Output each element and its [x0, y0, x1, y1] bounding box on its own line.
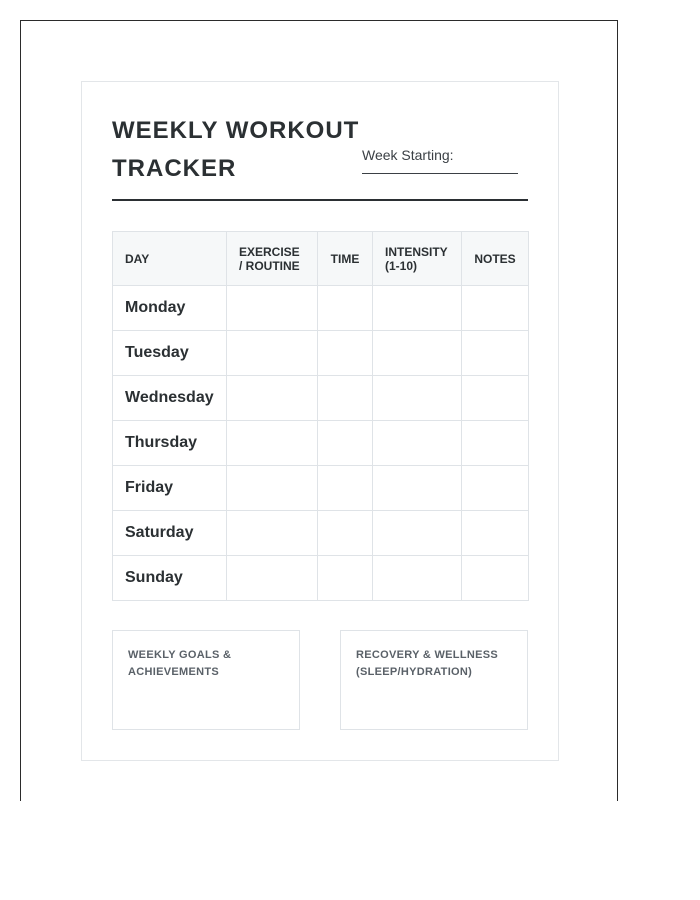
notes-cell[interactable]: [462, 556, 529, 601]
exercise-cell[interactable]: [227, 331, 318, 376]
table-row: [113, 466, 529, 511]
page-title: WEEKLY WORKOUT TRACKER: [112, 117, 360, 182]
table-header-row: [113, 232, 529, 286]
intensity-cell[interactable]: [373, 466, 462, 511]
table-row: [113, 511, 529, 556]
intensity-cell[interactable]: [373, 511, 462, 556]
time-cell[interactable]: [318, 421, 373, 466]
exercise-cell[interactable]: [227, 376, 318, 421]
workout-table: [112, 231, 529, 601]
column-header-exercise: EXERCISE / ROUTINE: [227, 232, 318, 286]
notes-cell[interactable]: [462, 466, 529, 511]
day-cell: Wednesday: [113, 376, 227, 421]
time-cell[interactable]: [318, 286, 373, 331]
notes-cell[interactable]: [462, 421, 529, 466]
day-cell: Friday: [113, 466, 227, 511]
table-row: [113, 556, 529, 601]
intensity-cell[interactable]: [373, 556, 462, 601]
intensity-cell[interactable]: [373, 421, 462, 466]
exercise-cell[interactable]: [227, 556, 318, 601]
recovery-wellness-title: RECOVERY & WELLNESS (SLEEP/HYDRATION): [356, 649, 498, 678]
exercise-cell[interactable]: [227, 421, 318, 466]
notes-cell[interactable]: [462, 331, 529, 376]
time-cell[interactable]: [318, 466, 373, 511]
table-row: [113, 421, 529, 466]
recovery-wellness-box[interactable]: [340, 630, 528, 730]
week-starting-field: [362, 146, 528, 174]
intensity-cell[interactable]: [373, 376, 462, 421]
time-cell[interactable]: [318, 376, 373, 421]
week-starting-blank-line[interactable]: [362, 173, 518, 174]
day-cell: Thursday: [113, 421, 227, 466]
weekly-goals-title: WEEKLY GOALS & ACHIEVEMENTS: [128, 649, 232, 678]
column-header-notes: NOTES: [462, 232, 529, 286]
week-starting-label: Week Starting:: [362, 147, 454, 163]
day-cell: Saturday: [113, 511, 227, 556]
column-header-day: DAY: [113, 232, 227, 286]
intensity-cell[interactable]: [373, 331, 462, 376]
tracker-header: [112, 112, 528, 201]
time-cell[interactable]: [318, 331, 373, 376]
notes-cell[interactable]: [462, 511, 529, 556]
time-cell[interactable]: [318, 556, 373, 601]
table-row: [113, 331, 529, 376]
weekly-goals-box[interactable]: [112, 630, 300, 730]
notes-cell[interactable]: [462, 376, 529, 421]
column-header-time: TIME: [318, 232, 373, 286]
notes-cell[interactable]: [462, 286, 529, 331]
column-header-intensity: INTENSITY (1-10): [373, 232, 462, 286]
table-row: [113, 376, 529, 421]
day-cell: Sunday: [113, 556, 227, 601]
day-cell: Monday: [113, 286, 227, 331]
exercise-cell[interactable]: [227, 286, 318, 331]
table-row: [113, 286, 529, 331]
day-cell: Tuesday: [113, 331, 227, 376]
exercise-cell[interactable]: [227, 511, 318, 556]
intensity-cell[interactable]: [373, 286, 462, 331]
exercise-cell[interactable]: [227, 466, 318, 511]
time-cell[interactable]: [318, 511, 373, 556]
